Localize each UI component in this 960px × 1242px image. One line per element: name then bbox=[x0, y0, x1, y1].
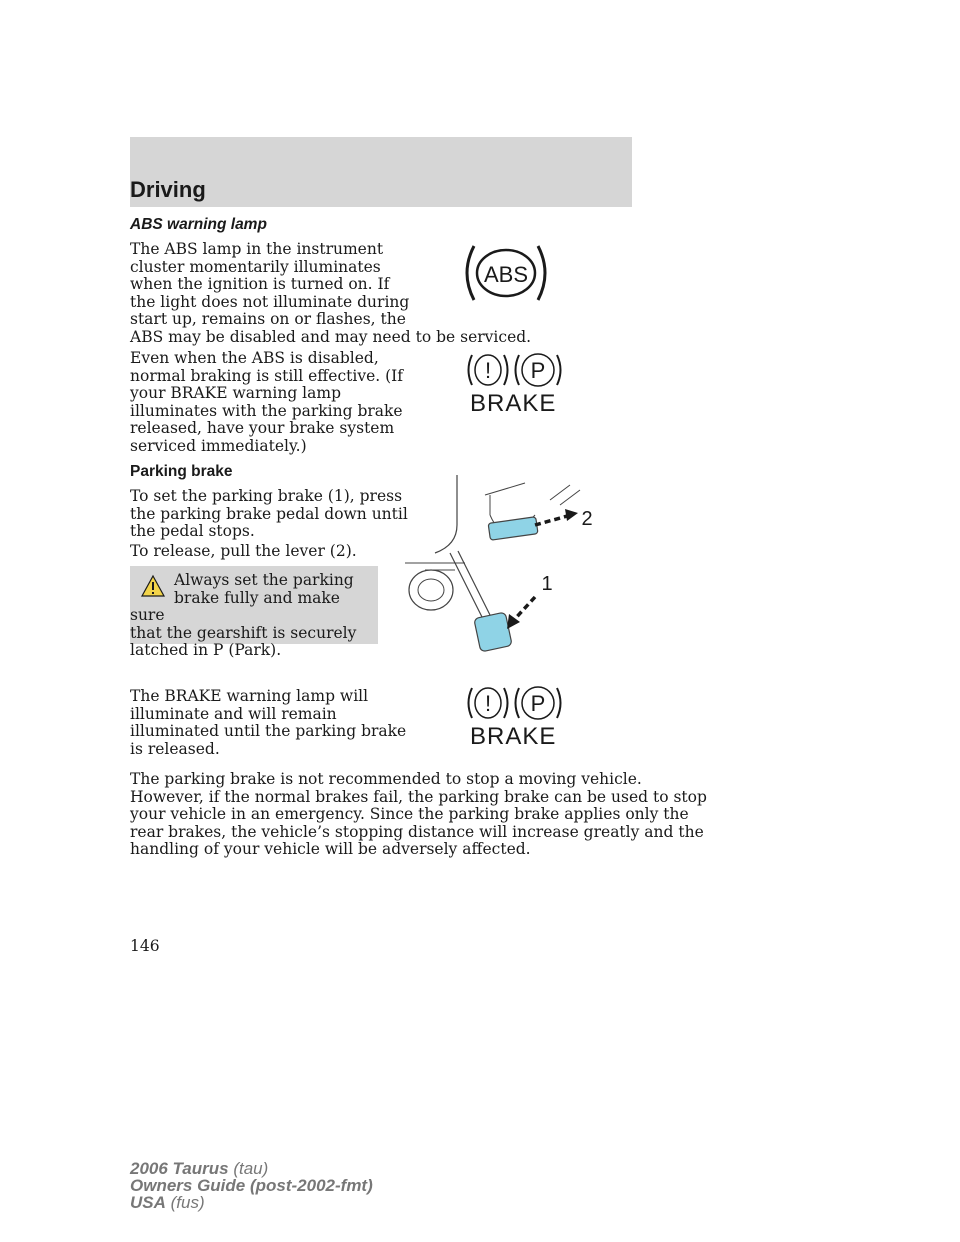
text-line: To set the parking brake (1), press bbox=[130, 487, 403, 505]
text-line: However, if the normal brakes fail, the parking brake can be used to stop bbox=[130, 787, 707, 806]
text-line: normal braking is still effective. (If bbox=[130, 366, 404, 385]
parking-brake-pedal bbox=[474, 612, 512, 652]
exclaim-glyph: ! bbox=[484, 358, 492, 383]
footer-market-code: (fus) bbox=[170, 1193, 205, 1212]
parking-paragraph-1 bbox=[130, 488, 408, 541]
text-line: cluster momentarily illuminates bbox=[130, 257, 381, 276]
text-line: your vehicle in an emergency. Since the parking brake applies only the bbox=[130, 805, 689, 823]
text-line: the parking brake pedal down until bbox=[130, 504, 408, 523]
text-line: when the ignition is turned on. If bbox=[130, 275, 390, 293]
p-glyph: P bbox=[530, 691, 546, 716]
abs-warning-icon bbox=[464, 240, 548, 306]
text-line: the pedal stops. bbox=[130, 522, 255, 540]
footer-line-1 bbox=[130, 1160, 373, 1177]
footer-line-2 bbox=[130, 1177, 373, 1194]
page-number: 146 bbox=[130, 937, 160, 955]
text-line: The ABS lamp in the instrument bbox=[130, 240, 384, 258]
text-line: Always set the parking bbox=[174, 571, 354, 589]
abs-heading: ABS warning lamp bbox=[130, 216, 267, 233]
abs-icon-label: ABS bbox=[483, 262, 529, 287]
brake-word: BRAKE bbox=[470, 390, 557, 417]
text-line: start up, remains on or flashes, the bbox=[130, 310, 406, 328]
parking-paragraph-4 bbox=[130, 771, 707, 859]
text-line: illuminate and will remain bbox=[130, 704, 337, 723]
brake-warning-icon bbox=[466, 350, 566, 420]
text-line: illuminated until the parking brake bbox=[130, 722, 407, 740]
callout-1: 1 bbox=[541, 573, 553, 595]
text-line: your BRAKE warning lamp bbox=[130, 384, 341, 402]
text-line: rear brakes, the vehicle’s stopping distance will increase greatly and the bbox=[130, 822, 704, 841]
brake-symbols-icon bbox=[466, 683, 566, 723]
parking-paragraph-3 bbox=[130, 688, 406, 758]
warning-box bbox=[130, 566, 378, 659]
callout-2: 2 bbox=[581, 508, 593, 530]
text-line: The parking brake is not recommended to stop a moving vehicle. bbox=[130, 770, 642, 788]
text-line: illuminates with the parking brake bbox=[130, 401, 403, 420]
footer-model: 2006 Taurus bbox=[130, 1159, 229, 1178]
section-title: Driving bbox=[130, 177, 206, 202]
brake-word: BRAKE bbox=[470, 723, 557, 750]
document-footer bbox=[130, 1160, 373, 1211]
parking-paragraph-2: To release, pull the lever (2). bbox=[130, 542, 357, 560]
parking-brake-illustration bbox=[395, 475, 595, 660]
section-header-band bbox=[130, 137, 632, 207]
text-line: latched in P (Park). bbox=[130, 641, 282, 659]
text-line: that the gearshift is securely bbox=[130, 623, 357, 642]
footer-model-code: (tau) bbox=[233, 1159, 269, 1178]
text-line: brake fully and make sure bbox=[130, 588, 340, 624]
abs-paragraph-2 bbox=[130, 350, 403, 455]
exclaim-glyph: ! bbox=[484, 691, 492, 716]
warning-text bbox=[130, 572, 370, 660]
footer-guide: Owners Guide (post-2002-fmt) bbox=[130, 1176, 373, 1195]
text-line: is released. bbox=[130, 739, 220, 758]
footer-market: USA bbox=[130, 1193, 166, 1212]
footer-line-3 bbox=[130, 1194, 373, 1211]
text-line: ABS may be disabled and may need to be serviced. bbox=[130, 327, 532, 346]
p-glyph: P bbox=[530, 358, 546, 383]
brake-warning-icon-2 bbox=[466, 683, 566, 753]
brake-symbols-icon bbox=[466, 350, 566, 390]
text-line: released, have your brake system bbox=[130, 419, 395, 437]
parking-brake-heading: Parking brake bbox=[130, 463, 233, 480]
text-line: The BRAKE warning lamp will bbox=[130, 687, 369, 705]
text-line: serviced immediately.) bbox=[130, 436, 307, 455]
text-line: Even when the ABS is disabled, bbox=[130, 349, 379, 367]
text-line: the light does not illuminate during bbox=[130, 292, 410, 311]
release-lever bbox=[488, 517, 538, 541]
text-line: handling of your vehicle will be adversely affected. bbox=[130, 840, 531, 858]
